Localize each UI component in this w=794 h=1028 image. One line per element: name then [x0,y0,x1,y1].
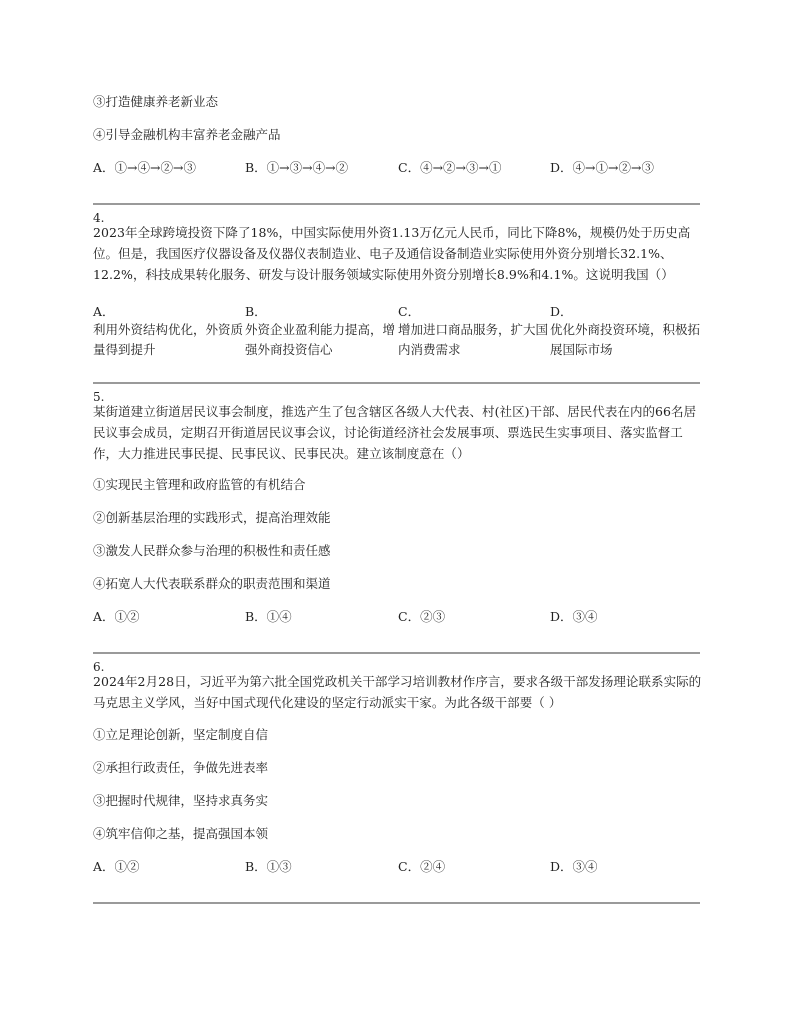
q3-statement-3: ③打造健康养老新业态 [93,94,219,109]
q3-option-d[interactable]: D．④→①→②→③ [550,160,654,175]
q4-option-b-label: B． [245,304,267,319]
q5-option-c[interactable]: C．②③ [398,609,446,624]
divider [93,652,700,654]
q5-statement-4: ④拓宽人大代表联系群众的职责范围和渠道 [93,576,331,591]
q3-option-c[interactable]: C．④→②→③→① [398,160,502,175]
q6-option-d[interactable]: D．③④ [550,859,598,874]
q3-options [93,158,700,178]
q4-option-c[interactable] [398,304,548,360]
divider [93,203,700,205]
q5-option-b[interactable]: B．①④ [245,609,292,624]
q4-options [93,304,705,357]
q5-number: 5. [93,390,105,404]
q6-number: 6. [93,660,105,674]
q6-option-b[interactable]: B．①③ [245,859,292,874]
q3-option-a[interactable]: A．①→④→②→③ [93,160,196,175]
q4-option-b[interactable] [245,304,395,360]
q4-option-c-text: 增加进口商品服务，扩大国内消费需求 [398,322,549,357]
q6-stem: 2024年2月28日，习近平为第六批全国党政机关干部学习培训教材作序言，要求各级干部发扬理论联系实际的马克思主义学风，当好中国式现代化建设的坚定行动派实干家。为此各级干部要（ ） [93,674,702,710]
q5-statement-3: ③激发人民群众参与治理的积极性和责任感 [93,543,331,558]
q6-statement-4: ④筑牢信仰之基，提高强国本领 [93,826,269,841]
q4-option-d[interactable] [550,304,700,360]
q4-number: 4. [93,211,105,225]
q6-option-c[interactable]: C．②④ [398,859,446,874]
q6-statement-2: ②承担行政责任，争做先进表率 [93,760,269,775]
q3-statement-4: ④引导金融机构丰富养老金融产品 [93,127,281,142]
divider [93,902,700,904]
q4-option-a-label: A． [93,304,115,319]
q4-option-a[interactable] [93,304,243,360]
q4-option-d-text: 优化外商投资环境，积极拓展国际市场 [550,322,701,357]
q6-statement-3: ③把握时代规律，坚持求真务实 [93,793,269,808]
q5-options [93,607,700,627]
q5-statement-2: ②创新基层治理的实践形式，提高治理效能 [93,510,331,525]
q4-option-b-text: 外资企业盈利能力提高，增强外商投资信心 [245,322,396,357]
q6-statement-1: ①立足理论创新，坚定制度自信 [93,727,269,742]
q4-option-c-label: C． [398,304,421,319]
q6-options [93,857,700,877]
q5-option-a[interactable]: A．①② [93,609,140,624]
q5-stem: 某街道建立街道居民议事会制度，推选产生了包含辖区各级人大代表、村(社区)干部、居民代表在内的66名居民议事会成员，定期召开街道居民议事会议，讨论街道经济社会发展事项、票选民生实事项目、落实监督工作，大力推进民事民提、民事民议、民事民决。建立该制度意在（） [93,404,697,461]
q5-statement-1: ①实现民主管理和政府监管的有机结合 [93,477,306,492]
q5-option-d[interactable]: D．③④ [550,609,598,624]
q4-option-a-text: 利用外资结构优化，外资质量得到提升 [93,322,244,357]
q3-option-b[interactable]: B．①→③→④→② [245,160,349,175]
q6-option-a[interactable]: A．①② [93,859,140,874]
q4-option-d-label: D． [550,304,573,319]
divider [93,382,700,384]
q4-stem: 2023年全球跨境投资下降了18%，中国实际使用外资1.13万亿元人民币，同比下降8%，规模仍处于历史高位。但是，我国医疗仪器设备及仪器仪表制造业、电子及通信设备制造业实际使用外资分别增长32.1%、12.2%，科技成果转化服务、研发与设计服务领域实际使用外资分别增长8.9%和4.1%。这说明我国（） [93,225,691,282]
